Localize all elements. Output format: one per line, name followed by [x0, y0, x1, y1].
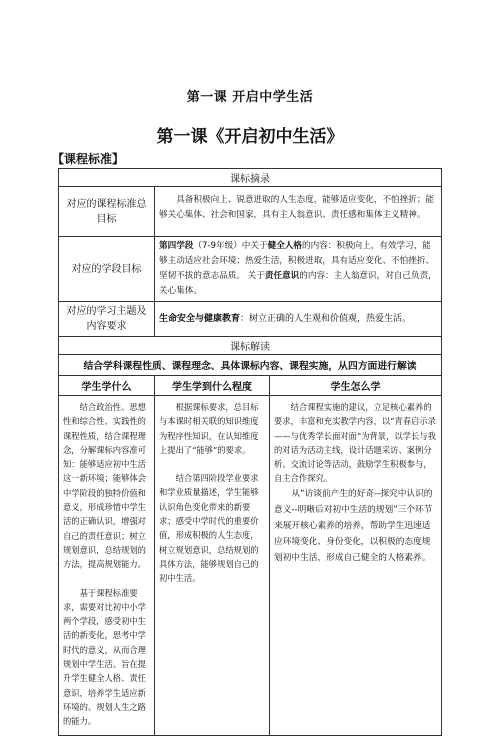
stage-text-2: 的内容：积极向上，有效学习，能够主动适应社会环境；热爱生活，积极进取，具有适应变化、不怕挫折、坚韧不拔的意志品质。 关于: [159, 241, 435, 281]
interpret-header: 课标解读: [59, 337, 442, 355]
theme-term: 生命安全与健康教育: [159, 313, 241, 324]
column-heading-what: 学生学什么: [59, 376, 155, 396]
row-content-learning-theme: [155, 302, 442, 337]
table-row: [59, 302, 442, 337]
excerpt-header-row: [59, 169, 442, 187]
responsibility-term: 责任意识: [264, 271, 300, 281]
row-label-stage-goal: 对应的学段目标: [59, 237, 155, 302]
interpret-intro: 结合学科课程性质、课程理念、具体课标内容、课程实施，从四方面进行解读: [59, 355, 442, 376]
interpret-intro-row: [59, 355, 442, 376]
theme-text: ：树立正确的人生观和价值观，热爱生活。: [240, 313, 412, 324]
page-title: 第一课 开启中学生活: [186, 90, 314, 105]
row-content-overall-goal: 具备积极向上、锐意进取的人生态度，能够适应变化，不怕挫折；能够关心集体、社会和国家，具有主人翁意识、责任感和集体主义精神。: [155, 187, 442, 237]
column-header-row: [59, 376, 442, 396]
paragraph: 从“访谈前产生的好奇--探究中认识的意义--明晰后对初中生活的规划”三个环节来展开核心素养的培养，帮助学生迅速适应环境变化、身份变化，以积极的态度规划初中生活，形成自己健全的人格素养。: [274, 488, 433, 563]
table-row: [59, 237, 442, 302]
row-label-overall-goal: 对应的课程标准总目标: [59, 187, 155, 237]
stage-text-3: 的内容：主人翁意识，对自己负责，关心集体。: [159, 271, 437, 296]
paragraph: 结合第四阶段学业要求和学业质量描述，学生能够认识角色变化带来的新要求；感受中学时代的重要价值，形成积极的人生态度，树立规划意识，总结规划的具体方法，能够规划自己的初中生活。: [159, 473, 259, 584]
column-body-how: [270, 396, 442, 736]
column-body-degree: [155, 396, 270, 736]
paragraph: 根据课标要求，总目标与本课时相关联的知识维度为程序性知识，在认知维度上提出了“能够”的要求。: [159, 402, 259, 455]
paragraph: 结合课程实施的建议，立足核心素养的要求，丰富和充实教学内容，以“青春启示录——与优秀学长面对面”为背景，以学长与我的对话为活动主线，设计话题采访、案例分析、交流讨论等活动，鼓励学生积极参与，自主合作探究。: [274, 402, 436, 484]
stage-text-1: （7-9年级）中关于: [193, 241, 268, 251]
personality-term: 健全人格: [267, 241, 302, 251]
section-heading: 【课程标准】: [52, 152, 125, 166]
document-title: 第一课《开启初中生活》: [156, 127, 344, 147]
column-heading-how: 学生怎么学: [270, 376, 442, 396]
paragraph: 基于课程标准要求，需要对比初中小学两个学段，感受初中生活的新变化，思考中学时代的意义，从而合理规划中学生活。旨在提升学生健全人格、责任意识，培养学生适应新环境的、规划人生之路的能力。: [63, 587, 146, 727]
paragraph: 结合政治性、思想性和综合性、实践性的课程性质，结合课程理念，分解课标内容准可知：能够适应初中生活这一新环境；能够体会中学阶段的独特价值和意义，形成珍惜中学生活的正确认识，增强对自己的责任意识；树立规划意识，总结规划的方法，提高规划能力。: [63, 402, 146, 570]
excerpt-header: 课标摘录: [59, 169, 442, 187]
row-content-stage-goal: [155, 237, 442, 302]
table-row: [59, 187, 442, 237]
row-label-learning-theme: 对应的学习主题及内容要求: [59, 302, 155, 337]
column-body-what: [59, 396, 155, 736]
interpret-header-row: [59, 337, 442, 355]
curriculum-table: [58, 168, 442, 736]
column-body-row: [59, 396, 442, 736]
column-heading-degree: 学生学到什么程度: [155, 376, 270, 396]
stage-label: 第四学段: [159, 241, 194, 251]
